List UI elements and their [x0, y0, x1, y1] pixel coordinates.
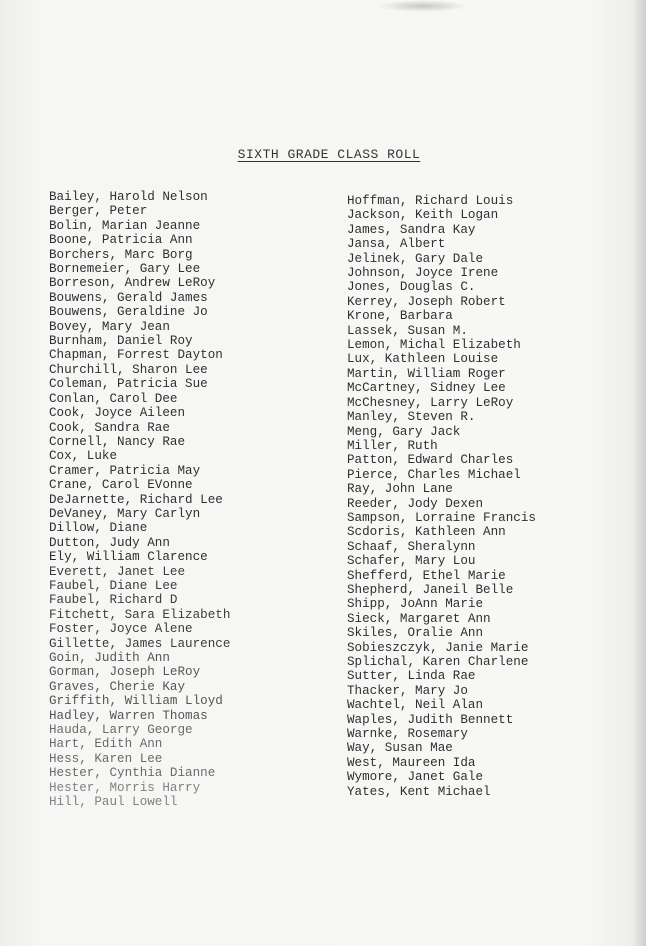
- student-name: Bouwens, Geraldine Jo: [49, 305, 208, 320]
- student-name: Hart, Edith Ann: [49, 737, 163, 752]
- student-name: Chapman, Forrest Dayton: [49, 348, 223, 363]
- student-name: Hadley, Warren Thomas: [49, 708, 208, 723]
- right-name-column: [347, 194, 536, 799]
- student-name: Waples, Judith Bennett: [347, 712, 514, 727]
- student-name: Hoffman, Richard Louis: [347, 194, 514, 208]
- student-name: Bornemeier, Gary Lee: [49, 262, 201, 277]
- student-name: Cramer, Patricia May: [49, 463, 201, 478]
- student-name: Wachtel, Neil Alan: [347, 698, 484, 713]
- student-name: Reeder, Jody Dexen: [347, 496, 484, 511]
- student-name: Sieck, Margaret Ann: [347, 611, 491, 626]
- student-name: Lux, Kathleen Louise: [347, 352, 499, 367]
- student-name: Cornell, Nancy Rae: [49, 434, 186, 449]
- student-name: Faubel, Richard D: [49, 593, 178, 608]
- student-name: McCartney, Sidney Lee: [347, 381, 506, 396]
- page-edge-shadow: [632, 0, 646, 946]
- student-name: Bolin, Marian Jeanne: [49, 218, 201, 233]
- student-name: Hester, Morris Harry: [49, 780, 201, 795]
- student-name: Ray, John Lane: [347, 482, 453, 497]
- student-name: Gorman, Joseph LeRoy: [49, 665, 201, 680]
- student-name: Yates, Kent Michael: [347, 784, 491, 799]
- student-name: Faubel, Diane Lee: [49, 578, 178, 593]
- student-name: Shepherd, Janeil Belle: [347, 582, 514, 597]
- page-title: [0, 147, 646, 162]
- student-name: Cox, Luke: [49, 449, 118, 464]
- student-name: Dillow, Diane: [49, 521, 148, 536]
- student-name: Schafer, Mary Lou: [347, 554, 476, 569]
- student-name: Thacker, Mary Jo: [347, 683, 468, 698]
- student-name: Krone, Barbara: [347, 309, 453, 324]
- student-name: Lemon, Michal Elizabeth: [347, 338, 521, 353]
- student-name: Miller, Ruth: [347, 438, 438, 453]
- student-name: Burnham, Daniel Roy: [49, 334, 193, 349]
- student-name: Schaaf, Sheralynn: [347, 539, 476, 554]
- student-name: Jackson, Keith Logan: [347, 208, 499, 223]
- student-name: Scdoris, Kathleen Ann: [347, 525, 506, 540]
- student-name: Hester, Cynthia Dianne: [49, 766, 216, 781]
- student-name: Fitchett, Sara Elizabeth: [49, 607, 231, 622]
- student-name: Johnson, Joyce Irene: [347, 266, 499, 281]
- student-name: Churchill, Sharon Lee: [49, 362, 208, 377]
- student-name: James, Sandra Kay: [347, 222, 476, 237]
- student-name: Shipp, JoAnn Marie: [347, 597, 484, 612]
- student-name: Borreson, Andrew LeRoy: [49, 276, 216, 291]
- student-name: Jansa, Albert: [347, 237, 446, 252]
- student-name: Cook, Sandra Rae: [49, 420, 170, 435]
- student-name: Boone, Patricia Ann: [49, 233, 193, 248]
- student-name: Borchers, Marc Borg: [49, 247, 193, 262]
- student-name: Pierce, Charles Michael: [347, 467, 521, 482]
- student-name: Bovey, Mary Jean: [49, 319, 170, 334]
- student-name: Way, Susan Mae: [347, 741, 453, 756]
- student-name: Griffith, William Lloyd: [49, 694, 223, 709]
- student-name: Coleman, Patricia Sue: [49, 377, 208, 392]
- student-name: Ely, William Clarence: [49, 550, 208, 565]
- student-name: Gillette, James Laurence: [49, 636, 231, 651]
- student-name: West, Maureen Ida: [347, 755, 476, 770]
- student-name: Jelinek, Gary Dale: [347, 251, 484, 266]
- student-name: Warnke, Rosemary: [347, 727, 468, 742]
- student-name: Splichal, Karen Charlene: [347, 655, 529, 669]
- student-name: Crane, Carol EVonne: [49, 478, 193, 493]
- student-name: Goin, Judith Ann: [49, 651, 170, 665]
- student-name: DeVaney, Mary Carlyn: [49, 506, 201, 521]
- student-name: Everett, Janet Lee: [49, 564, 186, 579]
- student-name: Berger, Peter: [49, 204, 148, 219]
- student-name: Wymore, Janet Gale: [347, 770, 484, 785]
- student-name: Manley, Steven R.: [347, 410, 476, 425]
- student-name: McChesney, Larry LeRoy: [347, 395, 514, 410]
- student-name: Hess, Karen Lee: [49, 751, 163, 766]
- student-name: Martin, William Roger: [347, 366, 506, 381]
- student-name: Sampson, Lorraine Francis: [347, 510, 536, 525]
- student-name: Meng, Gary Jack: [347, 424, 461, 439]
- student-name: Foster, Joyce Alene: [49, 622, 193, 637]
- student-name: Sobieszczyk, Janie Marie: [347, 640, 529, 655]
- student-name: Skiles, Oralie Ann: [347, 626, 484, 641]
- student-name: Hauda, Larry George: [49, 723, 193, 738]
- student-name: Cook, Joyce Aileen: [49, 406, 186, 421]
- left-name-column: [49, 190, 230, 809]
- student-name: Bouwens, Gerald James: [49, 290, 208, 305]
- student-name: Bailey, Harold Nelson: [49, 190, 208, 204]
- top-smudge: [378, 0, 468, 12]
- student-name: Conlan, Carol Dee: [49, 391, 178, 406]
- title-text: SIXTH GRADE CLASS ROLL: [237, 147, 421, 162]
- student-name: Shefferd, Ethel Marie: [347, 568, 506, 583]
- student-name: Hill, Paul Lowell: [49, 795, 178, 810]
- student-name: Sutter, Linda Rae: [347, 669, 476, 684]
- student-name: Dutton, Judy Ann: [49, 535, 170, 550]
- student-name: Jones, Douglas C.: [347, 280, 476, 295]
- student-name: Kerrey, Joseph Robert: [347, 294, 506, 309]
- student-name: DeJarnette, Richard Lee: [49, 492, 223, 507]
- student-name: Patton, Edward Charles: [347, 453, 514, 468]
- student-name: Lassek, Susan M.: [347, 323, 468, 338]
- student-name: Graves, Cherie Kay: [49, 679, 186, 694]
